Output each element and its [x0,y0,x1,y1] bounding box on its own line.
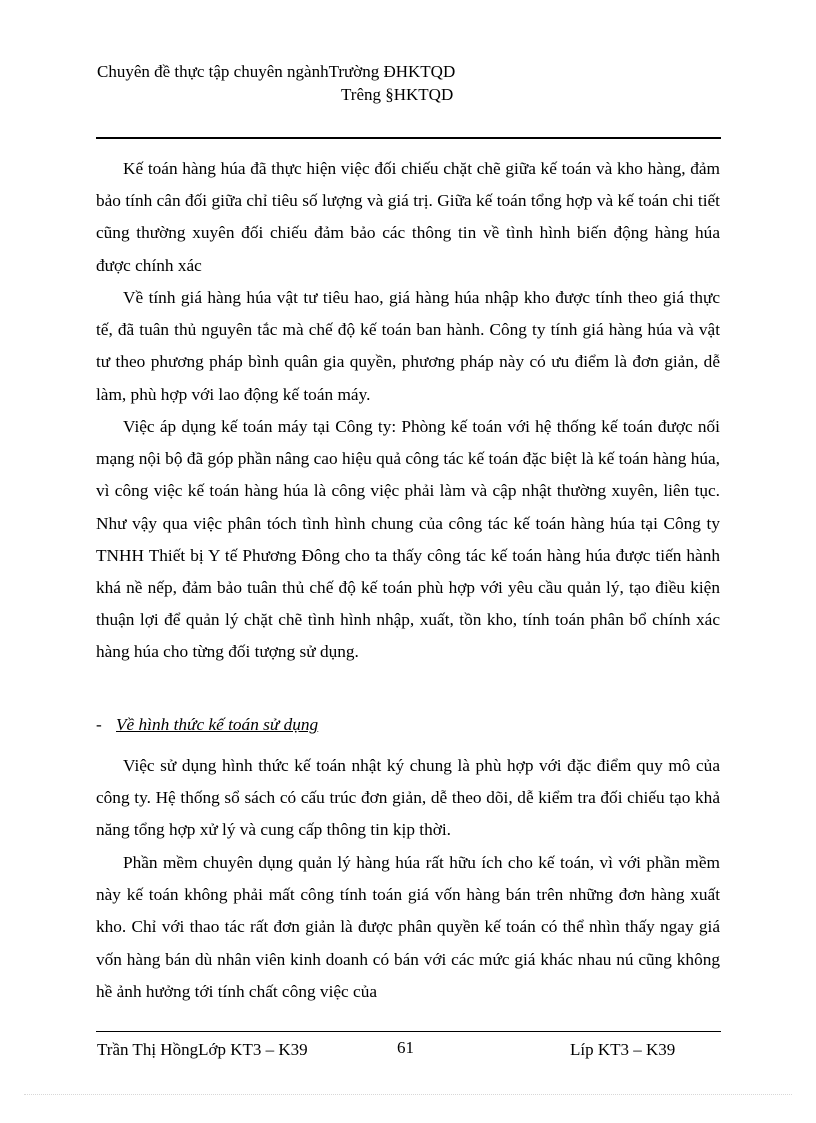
paragraph-1: Kế toán hàng húa đã thực hiện việc đối chiếu chặt chẽ giữa kế toán và kho hàng, đảm bảo tính cân đối giữa chỉ tiêu số lượng và giá trị. Giữa kế toán tổng hợp và kế toán chi tiết cũng thường xuyên đối chiếu đảm bảo các thông tin về tình hình biến động hàng húa được chính xác [96,159,720,275]
footer-class: Líp KT3 – K39 [570,1040,676,1059]
paragraph-4: Việc sử dụng hình thức kế toán nhật ký chung là phù hợp với đặc điểm quy mô của công ty. Hệ thống sổ sách có cấu trúc đơn giản, dễ theo dõi, dễ kiểm tra đối chiếu tạo khả năng tổng hợp xử lý và cung cấp thông tin kịp thời. [96,756,720,840]
header-title: Chuyên đề thực tập chuyên ngànhTrường ĐHKTQD [97,62,456,81]
bullet-dash: - [96,715,102,734]
section-heading-text: Về hình thức kế toán sử dụng [116,715,319,734]
footer-divider [96,1031,721,1032]
header-subtitle: Trêng §HKTQD [341,85,454,104]
page-bottom-border [24,1094,792,1095]
footer-author: Trần Thị HồngLớp KT3 – K39 [97,1040,308,1059]
paragraph-3: Việc áp dụng kế toán máy tại Công ty: Phòng kế toán với hệ thống kế toán được nối mạng nội bộ đã góp phần nâng cao hiệu quả công tác kế toán đặc biệt là kế toán hàng húa, vì công việc kế toán hàng húa là công việc phải làm và cập nhật thường xuyên, liên tục. Như vậy qua việc phân tóch tình hình chung của công tác kế toán hàng húa tại Công ty TNHH Thiết bị Y tế Phương Đông cho ta thấy công tác kế toán hàng húa được tiến hành khá nề nếp, đảm bảo tuân thủ chế độ kế toán phù hợp với yêu cầu quản lý, tạo điều kiện thuận lợi để quản lý chặt chẽ tình hình nhập, xuất, tồn kho, tính toán phân bổ chính xác hàng húa cho từng đối tượng sử dụng. [96,417,720,662]
section-heading [96,709,318,741]
page-number: 61 [397,1038,414,1057]
header-divider [96,137,721,139]
paragraph-5: Phần mềm chuyên dụng quản lý hàng húa rất hữu ích cho kế toán, vì với phần mềm này kế toán không phải mất công tính toán giá vốn hàng bán trên những đơn hàng xuất kho. Chỉ với thao tác rất đơn giản là được phân quyền kế toán có thể nhìn thấy ngay giá vốn hàng bán dù nhân viên kinh doanh có bán với các mức giá khác nhau nú cũng không hề ảnh hưởng tới tính chất công việc của [96,853,720,1001]
paragraph-2: Về tính giá hàng húa vật tư tiêu hao, giá hàng húa nhập kho được tính theo giá thực tế, đã tuân thủ nguyên tắc mà chế độ kế toán ban hành. Công ty tính giá hàng húa và vật tư theo phương pháp bình quân gia quyền, phương pháp này có ưu điểm là đơn giản, dễ làm, phù hợp với lao động kế toán máy. [96,288,720,404]
